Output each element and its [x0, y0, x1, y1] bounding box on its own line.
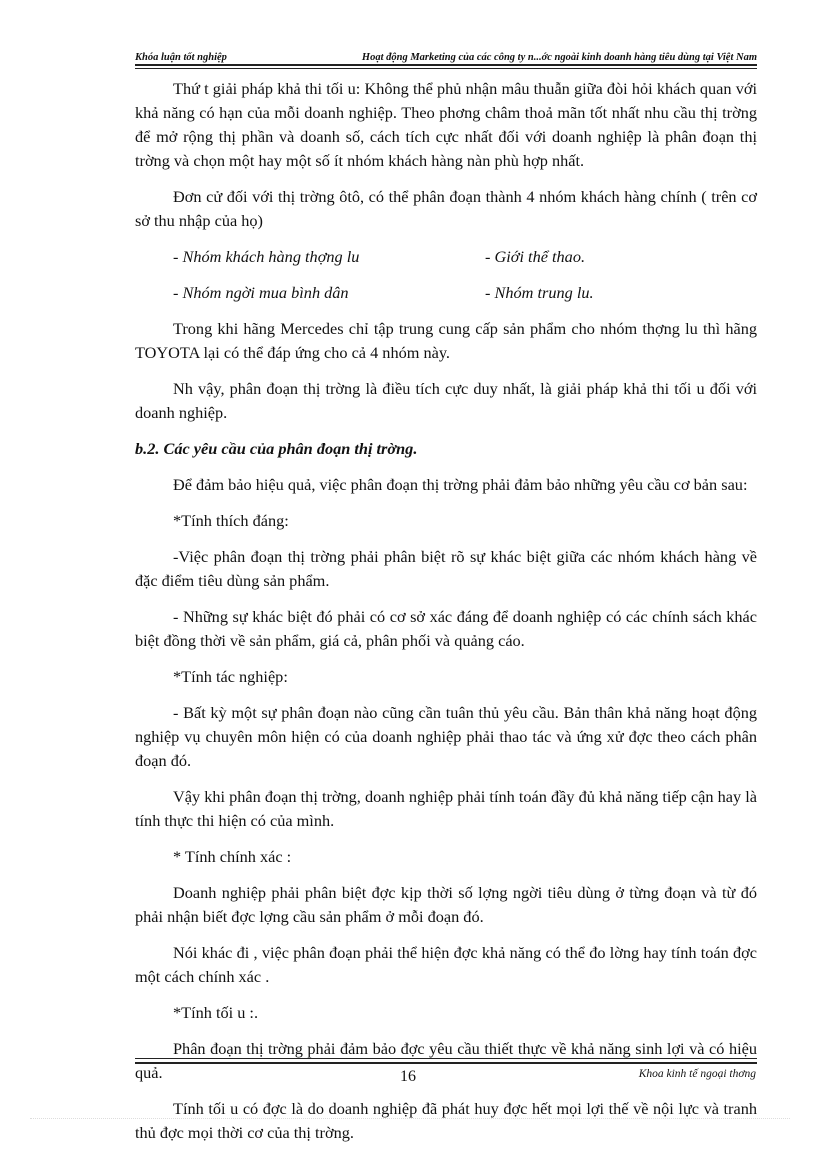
paragraph: - Bất kỳ một sự phân đoạn nào cũng cần tuân thủ yêu cầu. Bản thân khả năng hoạt động nghiệp vụ chuyên môn hiện có của doanh nghiệp phải thao tác và ứng xử đợc theo cách phân đoạn đó.: [135, 703, 757, 770]
page-bottom-divider: [30, 1118, 790, 1119]
header-thesis-label: Khóa luận tốt nghiệp: [135, 52, 227, 63]
header-rule-thin: [135, 68, 757, 69]
footer-rule-thick: [135, 1062, 757, 1064]
paragraph: Trong khi hãng Mercedes chỉ tập trung cung cấp sản phẩm cho nhóm thợng lu thì hãng TOYOTA lại có thể đáp ứng cho cả 4 nhóm này.: [135, 319, 757, 362]
header-topic-label: Hoạt động Marketing của các công ty n...ớc ngoài kinh doanh hàng tiêu dùng tại Việt Nam: [361, 52, 757, 63]
footer-faculty-label: Khoa kinh tế ngoại thơng: [638, 1068, 756, 1080]
paragraph: Để đảm bảo hiệu quả, việc phân đoạn thị trờng phải đảm bảo những yêu cầu cơ bản sau:: [173, 475, 748, 494]
body-text: [135, 77, 757, 1157]
page-number: 16: [400, 1068, 416, 1085]
customer-group-item: - Nhóm ngời mua bình dân: [173, 283, 349, 302]
customer-group-row: [135, 281, 757, 305]
paragraph: Vậy khi phân đoạn thị trờng, doanh nghiệp phải tính toán đầy đủ khả năng tiếp cận hay là tính thực thi hiện có của mình.: [135, 787, 757, 830]
customer-group-item: - Giới thể thao.: [485, 247, 586, 266]
paragraph: Nói khác đi , việc phân đoạn phải thể hiện đợc khả năng có thể đo lờng hay tính toán đợc một cách chính xác .: [135, 943, 757, 986]
paragraph: Nh vậy, phân đoạn thị trờng là điều tích cực duy nhất, là giải pháp khả thi tối u đối với doanh nghiệp.: [135, 379, 757, 422]
paragraph: -Việc phân đoạn thị trờng phải phân biệt rõ sự khác biệt giữa các nhóm khách hàng về đặc điểm tiêu dùng sản phẩm.: [135, 547, 757, 590]
paragraph: Đơn cử đối với thị trờng ôtô, có thể phân đoạn thành 4 nhóm khách hàng chính ( trên cơ sở thu nhập của họ): [135, 187, 757, 230]
customer-group-item: - Nhóm trung lu.: [485, 283, 594, 302]
section-heading: b.2. Các yêu cầu của phân đoạn thị trờng.: [135, 439, 418, 458]
paragraph: Doanh nghiệp phải phân biệt đợc kịp thời số lợng ngời tiêu dùng ở từng đoạn và từ đó phải nhận biết đợc lợng cầu sản phẩm ở mỗi đoạn đó.: [135, 883, 757, 926]
criterion-label: *Tính thích đáng:: [173, 511, 289, 530]
paragraph: - Những sự khác biệt đó phải có cơ sở xác đáng để doanh nghiệp có các chính sách khác biệt đồng thời về sản phẩm, giá cả, phân phối và quảng cáo.: [135, 607, 757, 650]
criterion-label: *Tính tối u :.: [173, 1003, 259, 1022]
customer-group-item: - Nhóm khách hàng thợng lu: [173, 247, 360, 266]
paragraph: Thứ t giải pháp khả thi tối u: Không thể phủ nhận mâu thuẫn giữa đòi hỏi khách quan với khả năng có hạn của mỗi doanh nghiệp. Theo phơng châm thoả mãn tốt nhất nhu cầu thị trờng để mở rộng thị phần và doanh số, cách tích cực nhất đối với doanh nghiệp là phân đoạn thị trờng và chọn một hay một số ít nhóm khách hàng nàn phù hợp nhất.: [135, 79, 757, 170]
header-rule-thick: [135, 64, 757, 66]
customer-group-row: [135, 245, 757, 269]
paragraph: Tính tối u có đợc là do doanh nghiệp đã phát huy đợc hết mọi lợi thế về nội lực và tranh thủ đợc mọi thời cơ của thị trờng.: [135, 1099, 757, 1142]
criterion-label: * Tính chính xác :: [173, 847, 292, 866]
paragraph: Phân đoạn thị trờng phải đảm bảo đợc yêu cầu thiết thực về khả năng sinh lợi và có hiệu quả.: [135, 1039, 757, 1082]
footer-rule-thin: [135, 1058, 757, 1059]
criterion-label: *Tính tác nghiệp:: [173, 667, 288, 686]
